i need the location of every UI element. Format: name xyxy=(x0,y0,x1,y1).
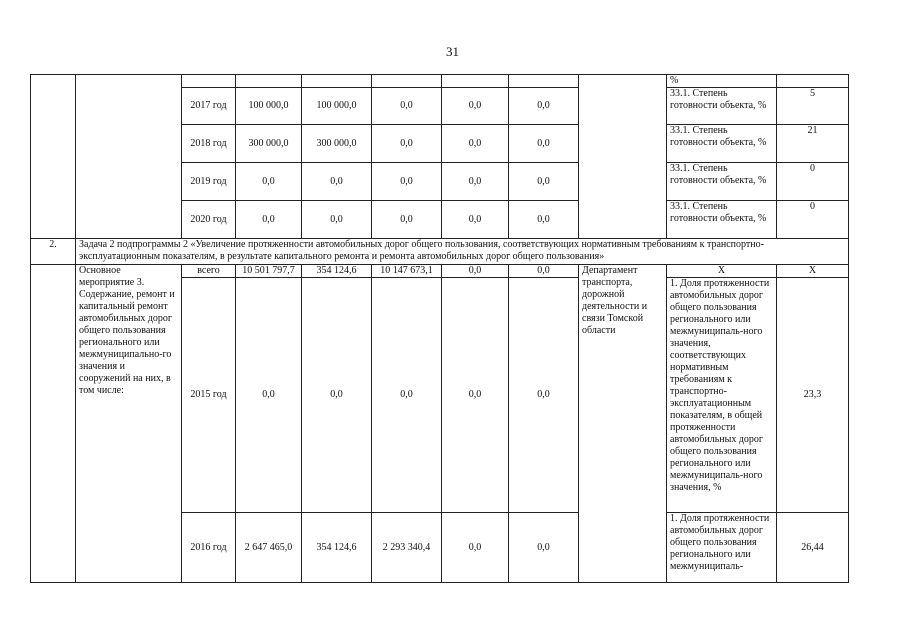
cell-year: 2017 год xyxy=(182,88,236,125)
cell-indicator: % xyxy=(667,75,777,88)
cell-value: 100 000,0 xyxy=(236,88,302,125)
cell-indicator-value: 5 xyxy=(777,88,849,125)
cell-year xyxy=(182,75,236,88)
cell-value: 0,0 xyxy=(302,201,372,239)
cell-executor xyxy=(579,75,667,239)
cell-value: 0,0 xyxy=(509,278,579,513)
cell-indicator: 33.1. Степень готовности объекта, % xyxy=(667,163,777,201)
cell-value: 0,0 xyxy=(442,278,509,513)
cell-value: 354 124,6 xyxy=(302,265,372,278)
cell-year: 2016 год xyxy=(182,513,236,583)
cell-year: всего xyxy=(182,265,236,278)
cell-value: 0,0 xyxy=(372,163,442,201)
cell-value: 354 124,6 xyxy=(302,513,372,583)
cell-indicator-value: 26,44 xyxy=(777,513,849,583)
task-number: 2. xyxy=(31,239,76,265)
cell-value: 10 501 797,7 xyxy=(236,265,302,278)
cell-value: 0,0 xyxy=(372,278,442,513)
cell-value: 0,0 xyxy=(302,278,372,513)
cell-year: 2018 год xyxy=(182,125,236,163)
cell-value: 0,0 xyxy=(442,163,509,201)
cell-indicator: 33.1. Степень готовности объекта, % xyxy=(667,88,777,125)
cell-value: 0,0 xyxy=(509,163,579,201)
cell-value: 0,0 xyxy=(509,125,579,163)
cell-value: 2 293 340,4 xyxy=(372,513,442,583)
cell-value: 2 647 465,0 xyxy=(236,513,302,583)
measure-executor: Департамент транспорта, дорожной деятельности и связи Томской области xyxy=(579,265,667,583)
cell-indicator: 1. Доля протяженности автомобильных дорог общего пользования регионального или межмуниципаль-ного значения, соответствующих нормативным требованиям к транспортно-эксплуатационным показателям, в общей протяженности автомобильных дорог общего пользования регионального или межмуниципаль-ного значения, % xyxy=(667,278,777,513)
cell-indicator: 33.1. Степень готовности объекта, % xyxy=(667,201,777,239)
table-row xyxy=(31,75,849,88)
cell-value: 0,0 xyxy=(509,88,579,125)
cell-year: 2020 год xyxy=(182,201,236,239)
cell-indicator-value xyxy=(777,75,849,88)
cell-value: 0,0 xyxy=(442,513,509,583)
cell-value xyxy=(302,75,372,88)
cell-value: 0,0 xyxy=(442,125,509,163)
cell-value: 300 000,0 xyxy=(302,125,372,163)
cell-value: 0,0 xyxy=(442,265,509,278)
program-table xyxy=(30,74,849,583)
cell-value xyxy=(372,75,442,88)
cell-value xyxy=(509,75,579,88)
cell-value: 0,0 xyxy=(442,201,509,239)
cell-value: 0,0 xyxy=(509,513,579,583)
cell-value: 0,0 xyxy=(372,88,442,125)
cell-indicator-value: 0 xyxy=(777,163,849,201)
cell-value: 0,0 xyxy=(236,163,302,201)
cell-value: 0,0 xyxy=(236,201,302,239)
cell-value: 0,0 xyxy=(509,265,579,278)
cell-value: 0,0 xyxy=(442,88,509,125)
cell-indicator: 33.1. Степень готовности объекта, % xyxy=(667,125,777,163)
task-description: Задача 2 подпрограммы 2 «Увеличение протяженности автомобильных дорог общего пользования, соответствующих нормативным требованиям к транспортно-эксплуатационным показателям, в результате капитального ремонта и ремонта автомобильных дорог общего пользования» xyxy=(76,239,849,265)
table-row xyxy=(31,265,849,278)
cell-year: 2015 год xyxy=(182,278,236,513)
cell-value: 0,0 xyxy=(509,201,579,239)
cell-value: 0,0 xyxy=(236,278,302,513)
cell-measure xyxy=(76,75,182,239)
cell-value xyxy=(236,75,302,88)
measure-name: Основное мероприятие 3. Содержание, ремонт и капитальный ремонт автомобильных дорог общего пользования регионального или межмуниципально-го значения и сооружений на них, в том числе: xyxy=(76,265,182,583)
cell-value: 0,0 xyxy=(372,125,442,163)
cell-value: 0,0 xyxy=(372,201,442,239)
cell-indicator: Х xyxy=(667,265,777,278)
cell-indicator-value: Х xyxy=(777,265,849,278)
cell-year: 2019 год xyxy=(182,163,236,201)
page-number: 31 xyxy=(446,44,459,59)
cell-indicator-value: 21 xyxy=(777,125,849,163)
cell-number xyxy=(31,75,76,239)
cell-value: 100 000,0 xyxy=(302,88,372,125)
cell-value: 10 147 673,1 xyxy=(372,265,442,278)
task-row xyxy=(31,239,849,265)
cell-number xyxy=(31,265,76,583)
cell-indicator: 1. Доля протяженности автомобильных дорог общего пользования регионального или межмуниципаль- xyxy=(667,513,777,583)
cell-value xyxy=(442,75,509,88)
cell-value: 0,0 xyxy=(302,163,372,201)
cell-indicator-value: 23,3 xyxy=(777,278,849,513)
cell-indicator-value: 0 xyxy=(777,201,849,239)
cell-value: 300 000,0 xyxy=(236,125,302,163)
